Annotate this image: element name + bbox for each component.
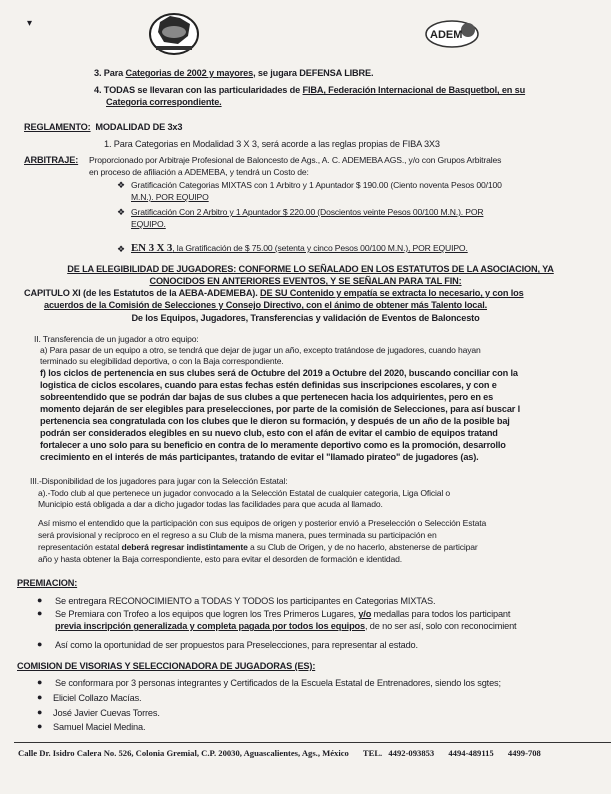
gratificacion-dos-arbitros: Gratificación Con 2 Arbitro y 1 Apuntador $ 220.00 (Doscientos veinte Pesos 00/100 M.N.). POR (131, 207, 484, 217)
disponibilidad-p-3: representación estatal deberá regresar indistintamente a su Club de Origen, y de no hacerlo, abstenerse de participar (38, 542, 478, 552)
transferencia-f-6: podrán ser considerados elegibles en su nuevo club, esto con el afán de evitar el cambio de equipos tratand (40, 428, 498, 438)
footer-address: Calle Dr. Isidro Calera No. 526, Colonia Gremial, C.P. 20030, Aguascalientes, Ags., México (18, 748, 349, 758)
transferencia-f-7: fortalecer a uno solo para su beneficio en contra de lo meramente deportivo como es la promoción, desarrollo (40, 440, 506, 450)
comision-heading: COMISION DE VISORIAS Y SELECCIONADORA DE JUGADORAS (ES): (17, 661, 316, 671)
transferencia-f-4: momento dejarán de ser elegibles para preselecciones, por parte de la comisión de Selecciones, para así buscar l (40, 404, 521, 414)
capitulo-xi: CAPITULO XI (de les Estatutos de la AEBA-ADEMEBA). DE SU Contenido y empatía se extracta lo necesario, y con los (24, 288, 524, 298)
arbitraje-text-1: Proporcionado por Arbitraje Profesional de Baloncesto de Ags., A. C. ADEMEBA AGS., y/o con Grupos Arbitrales (89, 155, 502, 165)
reglamento-heading: REGLAMENTO: MODALIDAD DE 3x3 (24, 122, 183, 132)
disponibilidad-a-cont: Municipio está obligada a dar a dicho jugador todas las facilidades para que acuda al llamado. (38, 499, 383, 509)
bullet-icon: ● (37, 639, 43, 649)
premiacion-heading: PREMIACION: (17, 578, 78, 588)
diamond-bullet-icon: ❖ (117, 207, 126, 217)
transferencia-title: II. Transferencia de un jugador a otro equipo: (34, 334, 199, 344)
gratificacion-dos-arbitros-cont: EQUIPO. (131, 219, 166, 229)
comision-member: Samuel Maciel Medina. (53, 722, 146, 732)
bullet-icon: ● (37, 707, 43, 717)
bullet-icon: ● (37, 692, 43, 702)
item-4: 4. TODAS se llevaran con las particularidades de FIBA, Federación Internacional de Basquetbol, en su (94, 85, 526, 95)
svg-text:ADEM: ADEM (430, 29, 463, 41)
bullet-icon: ● (37, 677, 43, 687)
transferencia-f-5: pertenencia sea congratulada con los clubes que le dieron su formación, y después de un año de la posible baj (40, 416, 510, 426)
corner-mark: ▾ (27, 18, 32, 29)
equipos-heading: De los Equipos, Jugadores, Transferencias y validación de Eventos de Baloncesto (131, 313, 480, 323)
comision-member: José Javier Cuevas Torres. (53, 708, 160, 718)
gratificacion-mixtas: Gratificación Categorias MIXTAS con 1 Arbitro y 1 Apuntador $ 190.00 (Ciento noventa Pesos 00/100 (131, 180, 502, 190)
diamond-bullet-icon: ❖ (117, 180, 126, 190)
item-4-cont: Categoria correspondiente. (106, 97, 222, 107)
disponibilidad-a: a).-Todo club al que pertenece un jugador convocado a la Selección Estatal de cualquier categoria, Liga Oficial o (38, 488, 451, 498)
comision-member: Eliciel Collazo Macías. (53, 693, 142, 703)
footer-tel-label: TEL. (362, 748, 383, 758)
footer-divider (14, 742, 611, 743)
transferencia-f-8: crecimiento en el interés de más participantes, tratando de evitar el "llamado pirateo" de jugadores (as). (40, 452, 479, 462)
gratificacion-3x3: EN 3 X 3, la Gratificación de $ 75.00 (setenta y cinco Pesos 00/100 M.N.), POR EQUIPO. (131, 242, 468, 254)
disponibilidad-title: III.-Disponibilidad de los jugadores para jugar con la Selección Estatal: (30, 476, 288, 486)
premiacion-item-2-cont: previa inscripción generalizada y completa pagada por todos los equipos, de no ser así, solo con reconocimient (55, 621, 517, 631)
transferencia-f-3: sobreentendido que se podrán dar bajas de sus clubes a que pertenecen hacia los adquirientes, pero en es (40, 392, 494, 402)
transferencia-f-1: f) los ciclos de pertenencia en sus clubes será de Octubre del 2019 a Octubre del 2020, buscando conciliar con la (40, 368, 518, 378)
disponibilidad-p-2: será provisional y recíproco en el regreso a su Club de la misma manera, pues terminada su participación en (38, 530, 437, 540)
premiacion-item-1: Se entregara RECONOCIMIENTO a TODAS Y TODOS los participantes en Categorias MIXTAS. (55, 596, 436, 606)
bullet-icon: ● (37, 721, 43, 731)
premiacion-item-3: Así como la oportunidad de ser propuestos para Preselecciones, para representar al estado. (55, 640, 418, 650)
bullet-icon: ● (37, 608, 43, 618)
disponibilidad-p-1: Así mismo el entendido que la participación con sus equipos de origen y posterior envió a Preselección o Selección Estata (38, 518, 487, 528)
elegibilidad-heading-1: DE LA ELEGIBILIDAD DE JUGADORES: CONFORME LO SEÑALADO EN LOS ESTATUTOS DE LA ASOCIACION, YA (67, 264, 554, 274)
elegibilidad-heading-2: CONOCIDOS EN ANTERIORES EVENTOS, Y SE SEÑALAN PARA TAL FIN: (149, 276, 462, 286)
footer-tel-3: 4499-708 (507, 748, 541, 758)
acuerdos-comision: acuerdos de la Comisión de Selecciones y Consejo Directivo, con el ánimo de obtener más Talento local. (44, 300, 488, 310)
gratificacion-mixtas-cont: M.N.). POR EQUIPO (131, 192, 209, 202)
comision-item-1: Se conformara por 3 personas integrantes y Certificados de la Escuela Estatal de Entrenadores, siendo los sgtes; (55, 678, 501, 688)
bullet-icon: ● (37, 595, 43, 605)
footer-tel-1: 4492-093853 (388, 748, 435, 758)
arbitraje-label: ARBITRAJE: (24, 155, 79, 165)
premiacion-item-2: Se Premiara con Trofeo a los equipos que logren los Tres Primeros Lugares, y/o medallas para todos los participant (55, 609, 511, 619)
association-logo-left (148, 12, 200, 56)
footer-tel-2: 4494-489115 (448, 748, 494, 758)
ademeba-logo-right (424, 18, 480, 50)
transferencia-a: a) Para pasar de un equipo a otro, se tendrá que dejar de jugar un año, excepto tratándose de jugadores, cuando hayan (40, 345, 481, 355)
arbitraje-text-2: en proceso de afiliación a ADEMEBA, y tendrá un Costo de: (89, 167, 309, 177)
footer-contact (18, 748, 553, 758)
transferencia-f-2: logistica de ciclos escolares, cuando para estas fechas estén definidas sus inscripciones escolares, y con e (40, 380, 497, 390)
diamond-bullet-icon: ❖ (117, 244, 126, 254)
disponibilidad-p-4: año y hasta obtener la Baja correspondiente, esto para evitar el desorden de formación e identidad. (38, 554, 402, 564)
transferencia-a-cont: terminado su elegibilidad deportiva, o con la Baja correspondiente. (40, 356, 284, 366)
item-3: 3. Para Categorias de 2002 y mayores, se jugara DEFENSA LIBRE. (94, 68, 374, 78)
reglamento-item-1: 1. Para Categorias en Modalidad 3 X 3, será acorde a las reglas propias de FIBA 3X3 (104, 139, 440, 149)
